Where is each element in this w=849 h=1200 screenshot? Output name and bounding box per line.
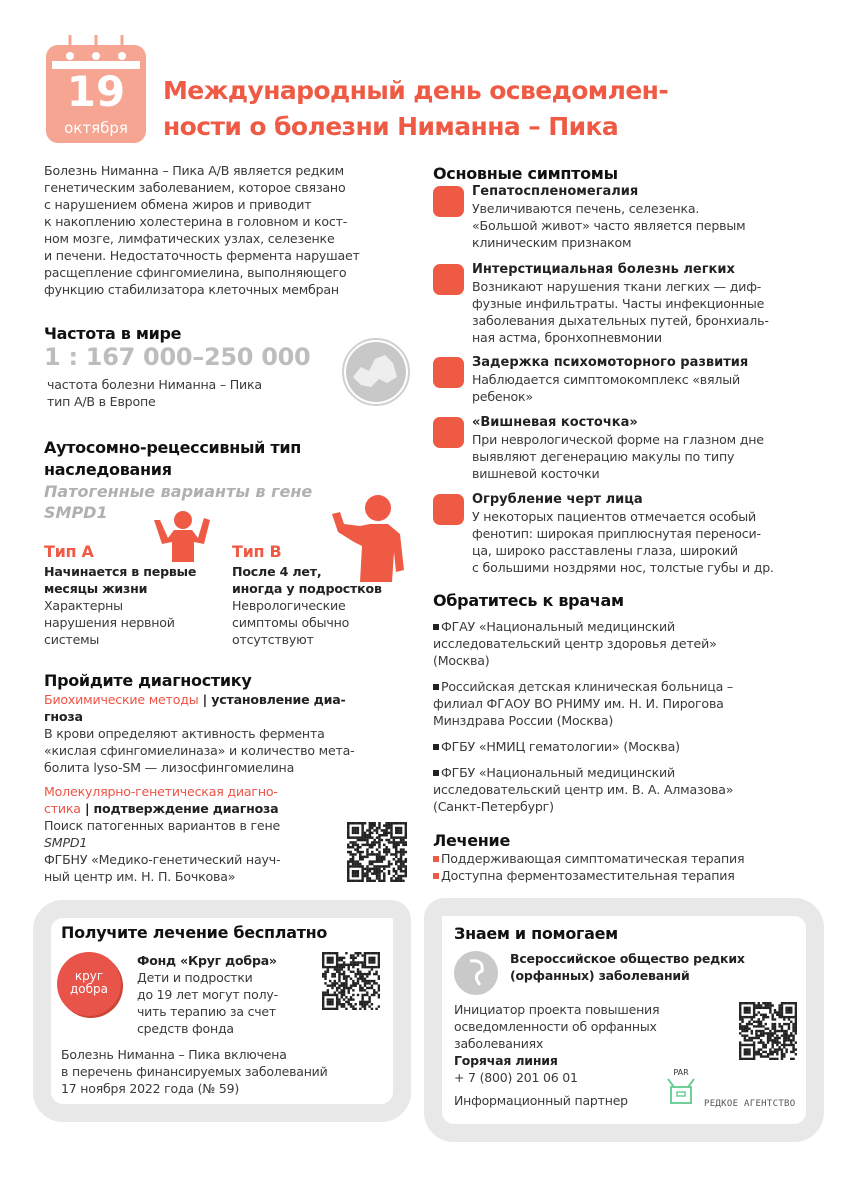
symptom-title: «Вишневая косточка»: [472, 415, 638, 430]
symptoms-heading: Основные симптомы: [433, 164, 618, 183]
title-line: Международный день осведомлен-: [163, 76, 669, 105]
symptom-item: [433, 183, 828, 251]
symptom-text: клиническим признаком: [472, 235, 632, 250]
partner-logo-icon: PAR: [666, 1068, 696, 1110]
symptom-text: Возникают нарушения ткани легких — диф-: [472, 279, 762, 294]
free-treatment-box: Получите лечение бесплатно круг добра Фонд «Круг добра» Дети и подростки до 19 лет могут полу- чить терапию за счет средств фонда Болезнь Ниманна – Пика включена в перечень финансируемых заболеваний 17 ноября 2022 года (№ 59): [33, 900, 411, 1122]
symptom-text: фенотип: широкая приплюснутая переноси-: [472, 526, 761, 541]
symptom-text: вишневой косточки: [472, 466, 600, 481]
type-b-label: Тип В: [232, 542, 282, 561]
page-title: [163, 73, 668, 145]
society-logo-icon: [454, 951, 498, 995]
frequency-caption: частота болезни Ниманна – Пика тип А/В в Европе: [47, 377, 262, 409]
symptom-text: выявляют дегенерацию макулы по типу: [472, 449, 735, 464]
calendar-month: октября: [64, 119, 128, 137]
doctor-item: ФГБУ «Национальный медицинский исследовательский центр им. В. А. Алмазова» (Санкт-Петербург): [433, 765, 734, 814]
symptom-text: фузные инфильтраты. Часты инфекционные: [472, 296, 765, 311]
partner-name: РЕДКОЕ АГЕНТСТВО: [704, 1099, 796, 1109]
free-heading: Получите лечение бесплатно: [61, 923, 328, 942]
symptom-item: [433, 414, 828, 482]
doctors-section: [433, 591, 828, 824]
qr-code[interactable]: [347, 822, 407, 882]
symptom-item: [433, 354, 828, 405]
treatment-heading: Лечение: [433, 831, 510, 850]
doctors-heading: Обратитесь к врачам: [433, 591, 624, 610]
type-a-label: Тип А: [44, 542, 94, 561]
diagnostics-section: Пройдите диагностику Биохимические методы | установление диа- гноза В крови определяют активность фермента «кислая сфингомиелиназа» и количество мета- болита lyso-SM — лизосфингомиелина Молекулярно-генетическая диагно- стика | подтверждение диагноза Поиск патогенных вариантов в гене SMPD1 ФГБНУ «Медико-генетический науч- ный центр им. Н. П. Бочкова»: [44, 671, 414, 885]
symptom-text: ная астма, бронхопневмонии: [472, 330, 662, 345]
intro-text: Болезнь Ниманна – Пика А/В является редким генетическим заболеванием, которое связано с нарушением обмена жиров и приводит к накоплению холестерина в головном и кост- ном мозге, лимфатических узлах, селезенке и печени. Недостаточность фермента нарушает расщепление сфингомиелина, выполняющего функцию стабилизатора клеточных мембран: [44, 163, 360, 297]
symptom-text: ребенок»: [472, 389, 533, 404]
symptom-text: с большими ноздрями нос, толстые губы и др.: [472, 560, 774, 575]
inheritance-heading: Аутосомно-рецессивный тип наследования: [44, 438, 301, 479]
symptom-text: Наблюдается симптомокомплекс «вялый: [472, 372, 740, 387]
symptom-text: У некоторых пациентов отмечается особый: [472, 509, 757, 524]
symptom-text: При неврологической форме на глазном дне: [472, 432, 764, 447]
krug-dobra-logo: круг добра: [57, 952, 121, 1016]
symptom-title: Интерстициальная болезнь легких: [472, 262, 735, 277]
hotline-phone[interactable]: + 7 (800) 201 06 01: [454, 1070, 578, 1085]
symptom-title: Задержка психомоторного развития: [472, 355, 749, 370]
doctor-item: ФГАУ «Национальный медицинский исследовательский центр здоровья детей» (Москва): [433, 619, 717, 668]
qr-code[interactable]: [322, 952, 380, 1010]
doctor-item: ФГБУ «НМИЦ гематологии» (Москва): [433, 738, 828, 755]
type-b: Тип В После 4 лет, иногда у подростков Неврологические симптомы обычно отсутствуют: [232, 542, 422, 648]
calendar-icon: [46, 35, 146, 143]
liver-icon: [433, 186, 464, 217]
doctor-item: Российская детская клиническая больница – филиал ФГАОУ ВО РНИМУ им. Н. И. Пирогова Минздрава России (Москва): [433, 679, 733, 728]
treatment-section: Лечение Поддерживающая симптоматическая терапия Доступна ферментозаместительная терапия: [433, 831, 828, 884]
symptom-text: Увеличиваются печень, селезенка.: [472, 201, 700, 216]
help-heading: Знаем и помогаем: [454, 924, 618, 943]
help-box: Знаем и помогаем Всероссийское общество редких (орфанных) заболеваний Инициатор проекта повышения осведомленности об орфанных заболеваниях Горячая линия + 7 (800) 201 06 01 Информационный партнер PAR РЕДКОЕ АГЕНТСТВО: [424, 898, 824, 1142]
type-a: Тип А Начинается в первые месяцы жизни Характерны нарушения нервной системы: [44, 542, 234, 648]
gene-subheading: Патогенные варианты в гене SMPD1: [44, 482, 313, 522]
symptom-text: «Большой живот» часто является первым: [472, 218, 746, 233]
child-icon: [433, 357, 464, 388]
qr-code[interactable]: [739, 1002, 797, 1060]
lungs-icon: [433, 264, 464, 295]
symptom-item: [433, 491, 828, 576]
europe-globe-icon: [341, 337, 411, 411]
symptom-title: Гепатоспленомегалия: [472, 184, 639, 199]
symptom-text: ца, широко расставлены глаза, широкий: [472, 543, 738, 558]
frequency-heading: Частота в мире: [44, 324, 182, 343]
symptom-text: заболевания дыхательных путей, бронхиаль-: [472, 313, 769, 328]
face-icon: [433, 494, 464, 525]
calendar-day: 19: [66, 67, 126, 116]
frequency-value: 1 : 167 000–250 000: [44, 343, 311, 371]
symptom-item: [433, 261, 828, 346]
eye-icon: [433, 417, 464, 448]
title-line: ности о болезни Ниманна – Пика: [163, 112, 619, 141]
diagnostics-heading: Пройдите диагностику: [44, 671, 252, 690]
symptom-title: Огрубление черт лица: [472, 492, 643, 507]
